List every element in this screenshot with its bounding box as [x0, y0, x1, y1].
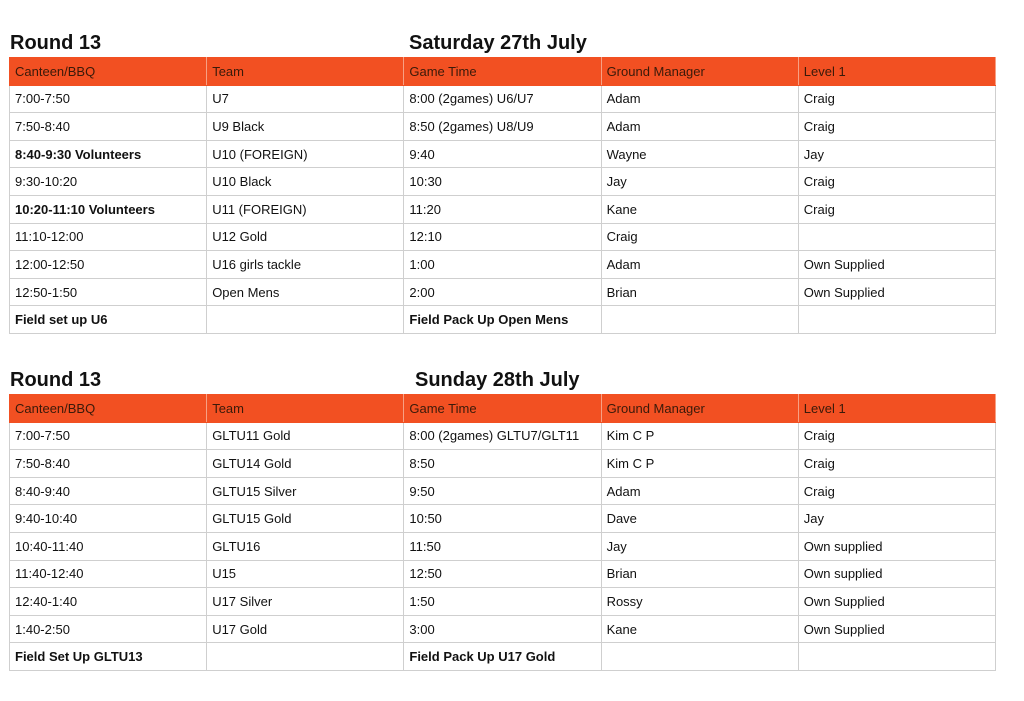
- canteen-cell: 7:50-8:40: [10, 113, 207, 141]
- ground-manager-cell: Adam: [601, 85, 798, 113]
- column-header-ground-manager: Ground Manager: [601, 395, 798, 423]
- column-header-game-time: Game Time: [404, 58, 601, 86]
- ground-manager-cell: Brian: [601, 278, 798, 306]
- table-row: [10, 532, 996, 560]
- ground-manager-cell: Adam: [601, 113, 798, 141]
- game-time-cell: 8:50 (2games) U8/U9: [404, 113, 601, 141]
- team-cell: U15: [207, 560, 404, 588]
- table-row: [10, 505, 996, 533]
- team-cell: U10 (FOREIGN): [207, 140, 404, 168]
- round-title: Round 13: [10, 369, 102, 391]
- sunday-roster: [9, 367, 995, 671]
- canteen-cell: 12:00-12:50: [10, 251, 207, 279]
- team-cell: U16 girls tackle: [207, 251, 404, 279]
- table-row: [10, 615, 996, 643]
- canteen-cell: 8:40-9:40: [10, 477, 207, 505]
- roster-table: [9, 57, 996, 334]
- canteen-cell: 7:50-8:40: [10, 450, 207, 478]
- level-1-cell: Craig: [798, 195, 995, 223]
- day-title: Sunday 28th July: [415, 369, 580, 391]
- team-cell: U9 Black: [207, 113, 404, 141]
- level-1-cell: Craig: [798, 113, 995, 141]
- ground-manager-cell: Kane: [601, 615, 798, 643]
- level-1-cell: Own supplied: [798, 560, 995, 588]
- level-1-cell: Jay: [798, 505, 995, 533]
- ground-manager-cell: Kane: [601, 195, 798, 223]
- game-time-cell: 9:40: [404, 140, 601, 168]
- team-cell: U7: [207, 85, 404, 113]
- column-header-game-time: Game Time: [404, 395, 601, 423]
- ground-manager-cell: Craig: [601, 223, 798, 251]
- canteen-cell: 10:40-11:40: [10, 532, 207, 560]
- level-1-cell: Craig: [798, 85, 995, 113]
- canteen-cell: 8:40-9:30 Volunteers: [10, 140, 207, 168]
- team-cell: Open Mens: [207, 278, 404, 306]
- saturday-roster: [9, 30, 995, 334]
- table-row: [10, 251, 996, 279]
- team-cell: U11 (FOREIGN): [207, 195, 404, 223]
- team-cell: [207, 643, 404, 671]
- table-row: [10, 278, 996, 306]
- level-1-cell: Own supplied: [798, 532, 995, 560]
- table-row: [10, 588, 996, 616]
- table-row: [10, 223, 996, 251]
- table-row: [10, 113, 996, 141]
- team-cell: [207, 306, 404, 334]
- ground-manager-cell: [601, 643, 798, 671]
- column-header-level-1: Level 1: [798, 395, 995, 423]
- team-cell: GLTU15 Silver: [207, 477, 404, 505]
- ground-manager-cell: [601, 306, 798, 334]
- level-1-cell: Craig: [798, 450, 995, 478]
- sunday-heading-row: [9, 367, 995, 394]
- team-cell: GLTU16: [207, 532, 404, 560]
- game-time-cell: Field Pack Up U17 Gold: [404, 643, 601, 671]
- ground-manager-cell: Dave: [601, 505, 798, 533]
- game-time-cell: 12:10: [404, 223, 601, 251]
- level-1-cell: Own Supplied: [798, 615, 995, 643]
- canteen-cell: 7:00-7:50: [10, 422, 207, 450]
- ground-manager-cell: Jay: [601, 168, 798, 196]
- table-row: [10, 140, 996, 168]
- game-time-cell: 1:00: [404, 251, 601, 279]
- table-body: [10, 422, 996, 670]
- roster-table: [9, 394, 996, 671]
- level-1-cell: [798, 306, 995, 334]
- saturday-heading-row: [9, 30, 995, 57]
- ground-manager-cell: Adam: [601, 477, 798, 505]
- game-time-cell: 8:00 (2games) U6/U7: [404, 85, 601, 113]
- day-title: Saturday 27th July: [409, 32, 587, 54]
- table-row: [10, 560, 996, 588]
- table-body: [10, 85, 996, 333]
- ground-manager-cell: Kim C P: [601, 422, 798, 450]
- table-row: [10, 477, 996, 505]
- team-cell: U10 Black: [207, 168, 404, 196]
- table-row: [10, 422, 996, 450]
- level-1-cell: Own Supplied: [798, 251, 995, 279]
- game-time-cell: 10:30: [404, 168, 601, 196]
- level-1-cell: Jay: [798, 140, 995, 168]
- canteen-cell: 10:20-11:10 Volunteers: [10, 195, 207, 223]
- canteen-cell: 9:30-10:20: [10, 168, 207, 196]
- ground-manager-cell: Jay: [601, 532, 798, 560]
- level-1-cell: Craig: [798, 168, 995, 196]
- team-cell: U12 Gold: [207, 223, 404, 251]
- game-time-cell: 12:50: [404, 560, 601, 588]
- column-header-ground-manager: Ground Manager: [601, 58, 798, 86]
- table-row: [10, 306, 996, 334]
- canteen-cell: 9:40-10:40: [10, 505, 207, 533]
- column-header-team: Team: [207, 395, 404, 423]
- team-cell: GLTU15 Gold: [207, 505, 404, 533]
- canteen-cell: 11:40-12:40: [10, 560, 207, 588]
- table-header-row: [10, 58, 996, 86]
- game-time-cell: 3:00: [404, 615, 601, 643]
- level-1-cell: Own Supplied: [798, 278, 995, 306]
- game-time-cell: 9:50: [404, 477, 601, 505]
- game-time-cell: 1:50: [404, 588, 601, 616]
- canteen-cell: 12:40-1:40: [10, 588, 207, 616]
- game-time-cell: 11:20: [404, 195, 601, 223]
- game-time-cell: 8:00 (2games) GLTU7/GLT11: [404, 422, 601, 450]
- game-time-cell: 8:50: [404, 450, 601, 478]
- team-cell: U17 Silver: [207, 588, 404, 616]
- canteen-cell: Field Set Up GLTU13: [10, 643, 207, 671]
- team-cell: GLTU14 Gold: [207, 450, 404, 478]
- canteen-cell: 11:10-12:00: [10, 223, 207, 251]
- table-header-row: [10, 395, 996, 423]
- level-1-cell: Own Supplied: [798, 588, 995, 616]
- round-title: Round 13: [10, 32, 102, 54]
- table-row: [10, 450, 996, 478]
- level-1-cell: [798, 223, 995, 251]
- ground-manager-cell: Rossy: [601, 588, 798, 616]
- canteen-cell: Field set up U6: [10, 306, 207, 334]
- ground-manager-cell: Adam: [601, 251, 798, 279]
- team-cell: GLTU11 Gold: [207, 422, 404, 450]
- level-1-cell: Craig: [798, 422, 995, 450]
- ground-manager-cell: Kim C P: [601, 450, 798, 478]
- game-time-cell: 10:50: [404, 505, 601, 533]
- game-time-cell: 11:50: [404, 532, 601, 560]
- column-header-team: Team: [207, 58, 404, 86]
- table-row: [10, 195, 996, 223]
- canteen-cell: 7:00-7:50: [10, 85, 207, 113]
- level-1-cell: [798, 643, 995, 671]
- canteen-cell: 1:40-2:50: [10, 615, 207, 643]
- game-time-cell: 2:00: [404, 278, 601, 306]
- canteen-cell: 12:50-1:50: [10, 278, 207, 306]
- column-header-canteen: Canteen/BBQ: [10, 58, 207, 86]
- ground-manager-cell: Brian: [601, 560, 798, 588]
- column-header-canteen: Canteen/BBQ: [10, 395, 207, 423]
- table-row: [10, 168, 996, 196]
- column-header-level-1: Level 1: [798, 58, 995, 86]
- table-row: [10, 643, 996, 671]
- table-row: [10, 85, 996, 113]
- team-cell: U17 Gold: [207, 615, 404, 643]
- ground-manager-cell: Wayne: [601, 140, 798, 168]
- game-time-cell: Field Pack Up Open Mens: [404, 306, 601, 334]
- level-1-cell: Craig: [798, 477, 995, 505]
